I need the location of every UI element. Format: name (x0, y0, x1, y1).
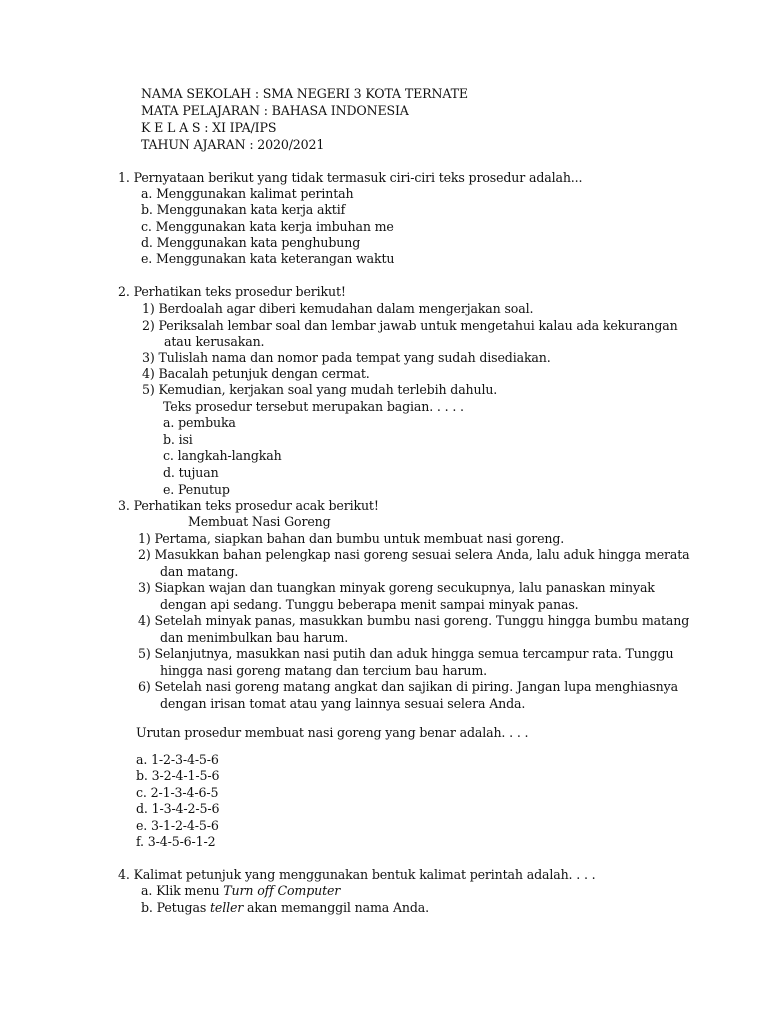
q2-option-b: b. isi (163, 432, 193, 447)
q2-option-a: a. pembuka (163, 415, 236, 430)
q3-option-e: e. 3-1-2-4-5-6 (136, 818, 219, 833)
q3-step: 1) Pertama, siapkan bahan dan bumbu untuk membuat nasi goreng. (138, 531, 565, 546)
q4-option-b-suffix: akan memanggil nama Anda. (243, 900, 430, 915)
subject-name: MATA PELAJARAN : BAHASA INDONESIA (141, 103, 409, 118)
q2-step: 5) Kemudian, kerjakan soal yang mudah terlebih dahulu. (142, 382, 498, 397)
q1-option-e: e. Menggunakan kata keterangan waktu (141, 251, 395, 266)
q3-step: 2) Masukkan bahan pelengkap nasi goreng sesuai selera Anda, lalu aduk hingga merata (138, 547, 690, 562)
q4-question: 4. Kalimat petunjuk yang menggunakan bentuk kalimat perintah adalah. . . . (118, 867, 596, 882)
q2-step: 2) Periksalah lembar soal dan lembar jawab untuk mengetahui kalau ada kekurangan (142, 318, 678, 333)
q3-step-continuation: dengan irisan tomat atau yang lainnya sesuai selera Anda. (160, 696, 526, 711)
q2-option-c: c. langkah-langkah (163, 448, 282, 463)
q3-option-a: a. 1-2-3-4-5-6 (136, 752, 219, 767)
q2-question: 2. Perhatikan teks prosedur berikut! (118, 284, 346, 299)
q1-option-a: a. Menggunakan kalimat perintah (141, 186, 354, 201)
q4-option-b-text: b. Petugas (141, 900, 210, 915)
q2-step: 3) Tulislah nama dan nomor pada tempat yang sudah disediakan. (142, 350, 551, 365)
q3-step: 6) Setelah nasi goreng matang angkat dan sajikan di piring. Jangan lupa menghiasnya (138, 679, 678, 694)
q3-question: 3. Perhatikan teks prosedur acak berikut! (118, 498, 379, 513)
q4-option-a-text: a. Klik menu (141, 883, 224, 898)
q1-option-c: c. Menggunakan kata kerja imbuhan me (141, 219, 394, 234)
q2-step: 4) Bacalah petunjuk dengan cermat. (142, 366, 370, 381)
school-name: NAMA SEKOLAH : SMA NEGERI 3 KOTA TERNATE (141, 86, 468, 101)
q3-option-d: d. 1-3-4-2-5-6 (136, 801, 220, 816)
q1-option-d: d. Menggunakan kata penghubung (141, 235, 361, 250)
q2-step-continuation: atau kerusakan. (164, 334, 265, 349)
q3-recipe-title: Membuat Nasi Goreng (188, 514, 331, 529)
q1-option-b: b. Menggunakan kata kerja aktif (141, 202, 346, 217)
q4-option-b-italic: teller (210, 900, 244, 915)
q3-step-continuation: dan menimbulkan bau harum. (160, 630, 349, 645)
q1-question: 1. Pernyataan berikut yang tidak termasuk ciri-ciri teks prosedur adalah... (118, 170, 583, 185)
q3-step-continuation: hingga nasi goreng matang dan tercium bau harum. (160, 663, 488, 678)
q4-option-b (141, 900, 429, 916)
q3-step: 4) Setelah minyak panas, masukkan bumbu nasi goreng. Tunggu hingga bumbu matang (138, 613, 690, 628)
q3-option-c: c. 2-1-3-4-6-5 (136, 785, 219, 800)
q3-prompt: Urutan prosedur membuat nasi goreng yang benar adalah. . . . (136, 725, 529, 740)
q3-option-b: b. 3-2-4-1-5-6 (136, 768, 220, 783)
q3-step: 5) Selanjutnya, masukkan nasi putih dan aduk hingga semua tercampur rata. Tunggu (138, 646, 674, 661)
q3-step-continuation: dengan api sedang. Tunggu beberapa menit sampai minyak panas. (160, 597, 579, 612)
school-year: TAHUN AJARAN : 2020/2021 (141, 137, 325, 152)
q3-step: 3) Siapkan wajan dan tuangkan minyak goreng secukupnya, lalu panaskan minyak (138, 580, 655, 595)
q2-prompt: Teks prosedur tersebut merupakan bagian. . . . . (163, 399, 464, 414)
class-name: K E L A S : XI IPA/IPS (141, 120, 277, 135)
q2-option-e: e. Penutup (163, 482, 230, 497)
q3-step-continuation: dan matang. (160, 564, 239, 579)
q4-option-a (141, 883, 340, 899)
q2-option-d: d. tujuan (163, 465, 219, 480)
q4-option-a-italic: Turn off Computer (223, 883, 341, 898)
q3-option-f: f. 3-4-5-6-1-2 (136, 834, 216, 849)
q2-step: 1) Berdoalah agar diberi kemudahan dalam mengerjakan soal. (142, 301, 534, 316)
